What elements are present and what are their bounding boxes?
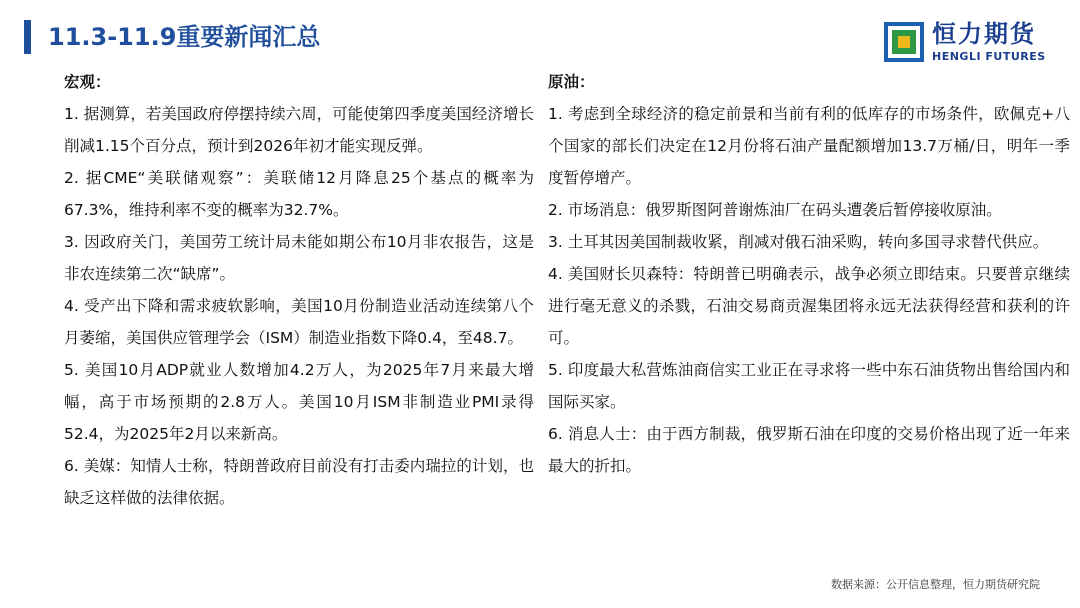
crude-oil-item: 6. 消息人士：由于西方制裁，俄罗斯石油在印度的交易价格出现了近一年来最大的折扣。: [548, 425, 1070, 475]
macro-item: 5. 美国10月ADP就业人数增加4.2万人，为2025年7月来最大增幅，高于市场预期的2.8万人。美国10月ISM非制造业PMI录得52.4，为2025年2月以来新高。: [64, 361, 534, 443]
logo-mark-icon: [884, 22, 924, 62]
crude-oil-item: 1. 考虑到全球经济的稳定前景和当前有利的低库存的市场条件，欧佩克+八个国家的部长们决定在12月份将石油产量配额增加13.7万桶/日，明年一季度暂停增产。: [548, 105, 1070, 187]
macro-item: 3. 因政府关门，美国劳工统计局未能如期公布10月非农报告，这是非农连续第二次“缺席”。: [64, 233, 534, 283]
logo-english-name: HENGLI FUTURES: [932, 50, 1046, 63]
crude-oil-heading: 原油：: [548, 73, 595, 91]
crude-oil-item: 5. 印度最大私营炼油商信实工业正在寻求将一些中东石油货物出售给国内和国际买家。: [548, 361, 1070, 411]
logo-chinese-name: 恒力期货: [932, 20, 1036, 48]
macro-section: [64, 66, 534, 514]
macro-item: 4. 受产出下降和需求疲软影响，美国10月份制造业活动连续第八个月萎缩，美国供应管理学会（ISM）制造业指数下降0.4，至48.7。: [64, 297, 534, 347]
company-logo: [884, 20, 1064, 64]
data-source-note: 数据来源：公开信息整理，恒力期货研究院: [831, 578, 1040, 591]
crude-oil-section: [548, 66, 1070, 482]
macro-item: 2. 据CME“美联储观察”：美联储12月降息25个基点的概率为67.3%，维持利率不变的概率为32.7%。: [64, 169, 534, 219]
crude-oil-item: 3. 土耳其因美国制裁收紧，削减对俄石油采购，转向多国寻求替代供应。: [548, 233, 1049, 251]
macro-item: 1. 据测算，若美国政府停摆持续六周，可能使第四季度美国经济增长削减1.15个百分点，预计到2026年初才能实现反弹。: [64, 105, 534, 155]
macro-heading: 宏观：: [64, 73, 111, 91]
crude-oil-item: 2. 市场消息：俄罗斯图阿普谢炼油厂在码头遭袭后暂停接收原油。: [548, 201, 1002, 219]
macro-item: 6. 美媒：知情人士称，特朗普政府目前没有打击委内瑞拉的计划，也缺乏这样做的法律依据。: [64, 457, 534, 507]
page-title: 11.3-11.9重要新闻汇总: [48, 23, 321, 51]
crude-oil-item: 4. 美国财长贝森特：特朗普已明确表示，战争必须立即结束。只要普京继续进行毫无意义的杀戮，石油交易商贡渥集团将永远无法获得经营和获利的许可。: [548, 265, 1070, 347]
title-accent-bar: [24, 20, 31, 54]
